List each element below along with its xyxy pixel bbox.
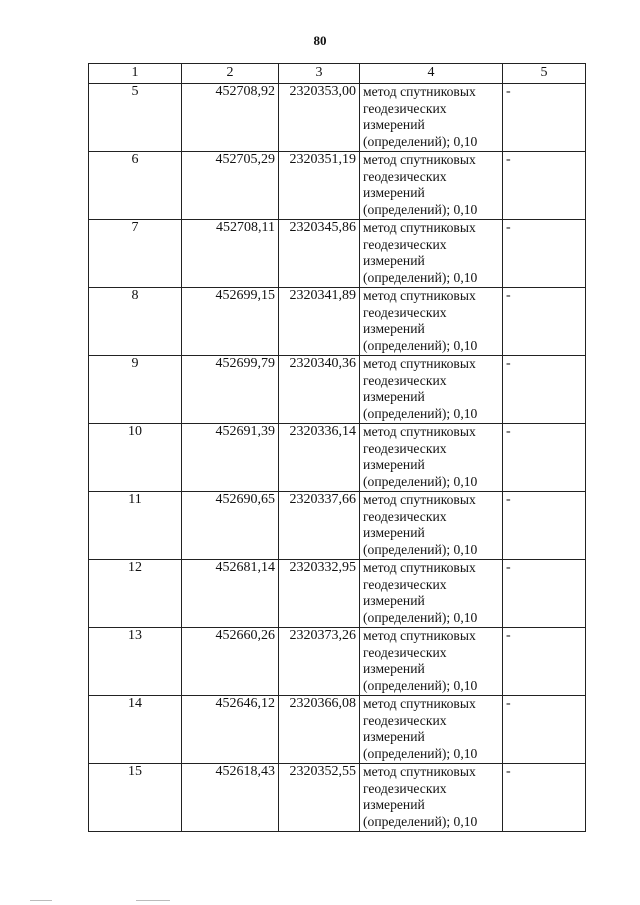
y-coordinate-cell: 2320351,19: [279, 152, 360, 220]
method-cell: [360, 356, 503, 424]
coordinates-table: [88, 63, 586, 832]
method-line: геодезических: [363, 508, 447, 524]
method-line: геодезических: [363, 304, 447, 320]
method-line: (определений); 0,10: [363, 201, 478, 217]
table-row: [89, 288, 586, 356]
method-line: метод спутниковых: [363, 288, 476, 303]
note-cell: -: [503, 424, 586, 492]
header-col-4: 4: [360, 64, 503, 84]
table-row: [89, 424, 586, 492]
method-line: измерений: [363, 117, 425, 132]
method-line: метод спутниковых: [363, 220, 476, 235]
point-number-cell: 9: [89, 356, 182, 424]
method-line: метод спутниковых: [363, 764, 476, 779]
method-line: геодезических: [363, 440, 447, 456]
method-line: метод спутниковых: [363, 560, 476, 575]
x-coordinate-cell: 452699,79: [182, 356, 279, 424]
method-line: измерений: [363, 321, 425, 336]
y-coordinate-cell: 2320336,14: [279, 424, 360, 492]
note-cell: -: [503, 560, 586, 628]
method-line: метод спутниковых: [363, 492, 476, 507]
method-line: (определений); 0,10: [363, 609, 478, 625]
method-line: геодезических: [363, 576, 447, 592]
y-coordinate-cell: 2320353,00: [279, 84, 360, 152]
table-body: [89, 84, 586, 832]
x-coordinate-cell: 452690,65: [182, 492, 279, 560]
method-line: метод спутниковых: [363, 152, 476, 167]
header-col-3: 3: [279, 64, 360, 84]
method-cell: [360, 152, 503, 220]
method-line: метод спутниковых: [363, 356, 476, 371]
method-cell: [360, 696, 503, 764]
method-line: метод спутниковых: [363, 424, 476, 439]
method-line: метод спутниковых: [363, 84, 476, 99]
method-line: (определений); 0,10: [363, 745, 478, 761]
x-coordinate-cell: 452660,26: [182, 628, 279, 696]
method-line: геодезических: [363, 372, 447, 388]
point-number-cell: 8: [89, 288, 182, 356]
method-cell: [360, 220, 503, 288]
y-coordinate-cell: 2320352,55: [279, 764, 360, 832]
point-number-cell: 6: [89, 152, 182, 220]
point-number-cell: 7: [89, 220, 182, 288]
table-row: [89, 84, 586, 152]
y-coordinate-cell: 2320366,08: [279, 696, 360, 764]
x-coordinate-cell: 452618,43: [182, 764, 279, 832]
point-number-cell: 15: [89, 764, 182, 832]
note-cell: -: [503, 696, 586, 764]
method-line: измерений: [363, 253, 425, 268]
table-row: [89, 152, 586, 220]
method-line: (определений); 0,10: [363, 405, 478, 421]
method-line: метод спутниковых: [363, 696, 476, 711]
note-cell: -: [503, 84, 586, 152]
x-coordinate-cell: 452708,92: [182, 84, 279, 152]
note-cell: -: [503, 288, 586, 356]
method-line: измерений: [363, 457, 425, 472]
method-cell: [360, 84, 503, 152]
note-cell: -: [503, 764, 586, 832]
point-number-cell: 5: [89, 84, 182, 152]
x-coordinate-cell: 452699,15: [182, 288, 279, 356]
table-row: [89, 628, 586, 696]
method-line: измерений: [363, 525, 425, 540]
table-row: [89, 764, 586, 832]
method-line: измерений: [363, 661, 425, 676]
table-header: [89, 64, 586, 84]
y-coordinate-cell: 2320332,95: [279, 560, 360, 628]
x-coordinate-cell: 452708,11: [182, 220, 279, 288]
method-line: (определений); 0,10: [363, 269, 478, 285]
x-coordinate-cell: 452691,39: [182, 424, 279, 492]
method-line: геодезических: [363, 644, 447, 660]
method-line: измерений: [363, 797, 425, 812]
method-cell: [360, 424, 503, 492]
point-number-cell: 13: [89, 628, 182, 696]
method-line: геодезических: [363, 168, 447, 184]
y-coordinate-cell: 2320345,86: [279, 220, 360, 288]
method-cell: [360, 628, 503, 696]
y-coordinate-cell: 2320337,66: [279, 492, 360, 560]
header-col-1: 1: [89, 64, 182, 84]
header-col-2: 2: [182, 64, 279, 84]
note-cell: -: [503, 220, 586, 288]
note-cell: -: [503, 356, 586, 424]
point-number-cell: 14: [89, 696, 182, 764]
method-line: (определений); 0,10: [363, 337, 478, 353]
note-cell: -: [503, 152, 586, 220]
table-row: [89, 492, 586, 560]
method-line: (определений); 0,10: [363, 133, 478, 149]
method-line: (определений); 0,10: [363, 541, 478, 557]
x-coordinate-cell: 452705,29: [182, 152, 279, 220]
note-cell: -: [503, 628, 586, 696]
method-line: геодезических: [363, 712, 447, 728]
method-line: геодезических: [363, 236, 447, 252]
page-number: 80: [313, 33, 327, 48]
header-row: [89, 64, 586, 84]
x-coordinate-cell: 452646,12: [182, 696, 279, 764]
y-coordinate-cell: 2320373,26: [279, 628, 360, 696]
y-coordinate-cell: 2320341,89: [279, 288, 360, 356]
method-line: геодезических: [363, 780, 447, 796]
method-cell: [360, 560, 503, 628]
method-cell: [360, 492, 503, 560]
method-line: измерений: [363, 593, 425, 608]
method-line: измерений: [363, 185, 425, 200]
scan-artifact-left: [30, 900, 52, 901]
method-line: геодезических: [363, 100, 447, 116]
table-row: [89, 220, 586, 288]
method-line: измерений: [363, 729, 425, 744]
table-row: [89, 696, 586, 764]
method-line: измерений: [363, 389, 425, 404]
y-coordinate-cell: 2320340,36: [279, 356, 360, 424]
method-line: (определений); 0,10: [363, 813, 478, 829]
table-row: [89, 560, 586, 628]
point-number-cell: 10: [89, 424, 182, 492]
x-coordinate-cell: 452681,14: [182, 560, 279, 628]
note-cell: -: [503, 492, 586, 560]
scan-artifact-right: [136, 900, 170, 901]
method-cell: [360, 764, 503, 832]
point-number-cell: 11: [89, 492, 182, 560]
point-number-cell: 12: [89, 560, 182, 628]
method-line: (определений); 0,10: [363, 473, 478, 489]
table-row: [89, 356, 586, 424]
method-line: (определений); 0,10: [363, 677, 478, 693]
method-line: метод спутниковых: [363, 628, 476, 643]
header-col-5: 5: [503, 64, 586, 84]
method-cell: [360, 288, 503, 356]
